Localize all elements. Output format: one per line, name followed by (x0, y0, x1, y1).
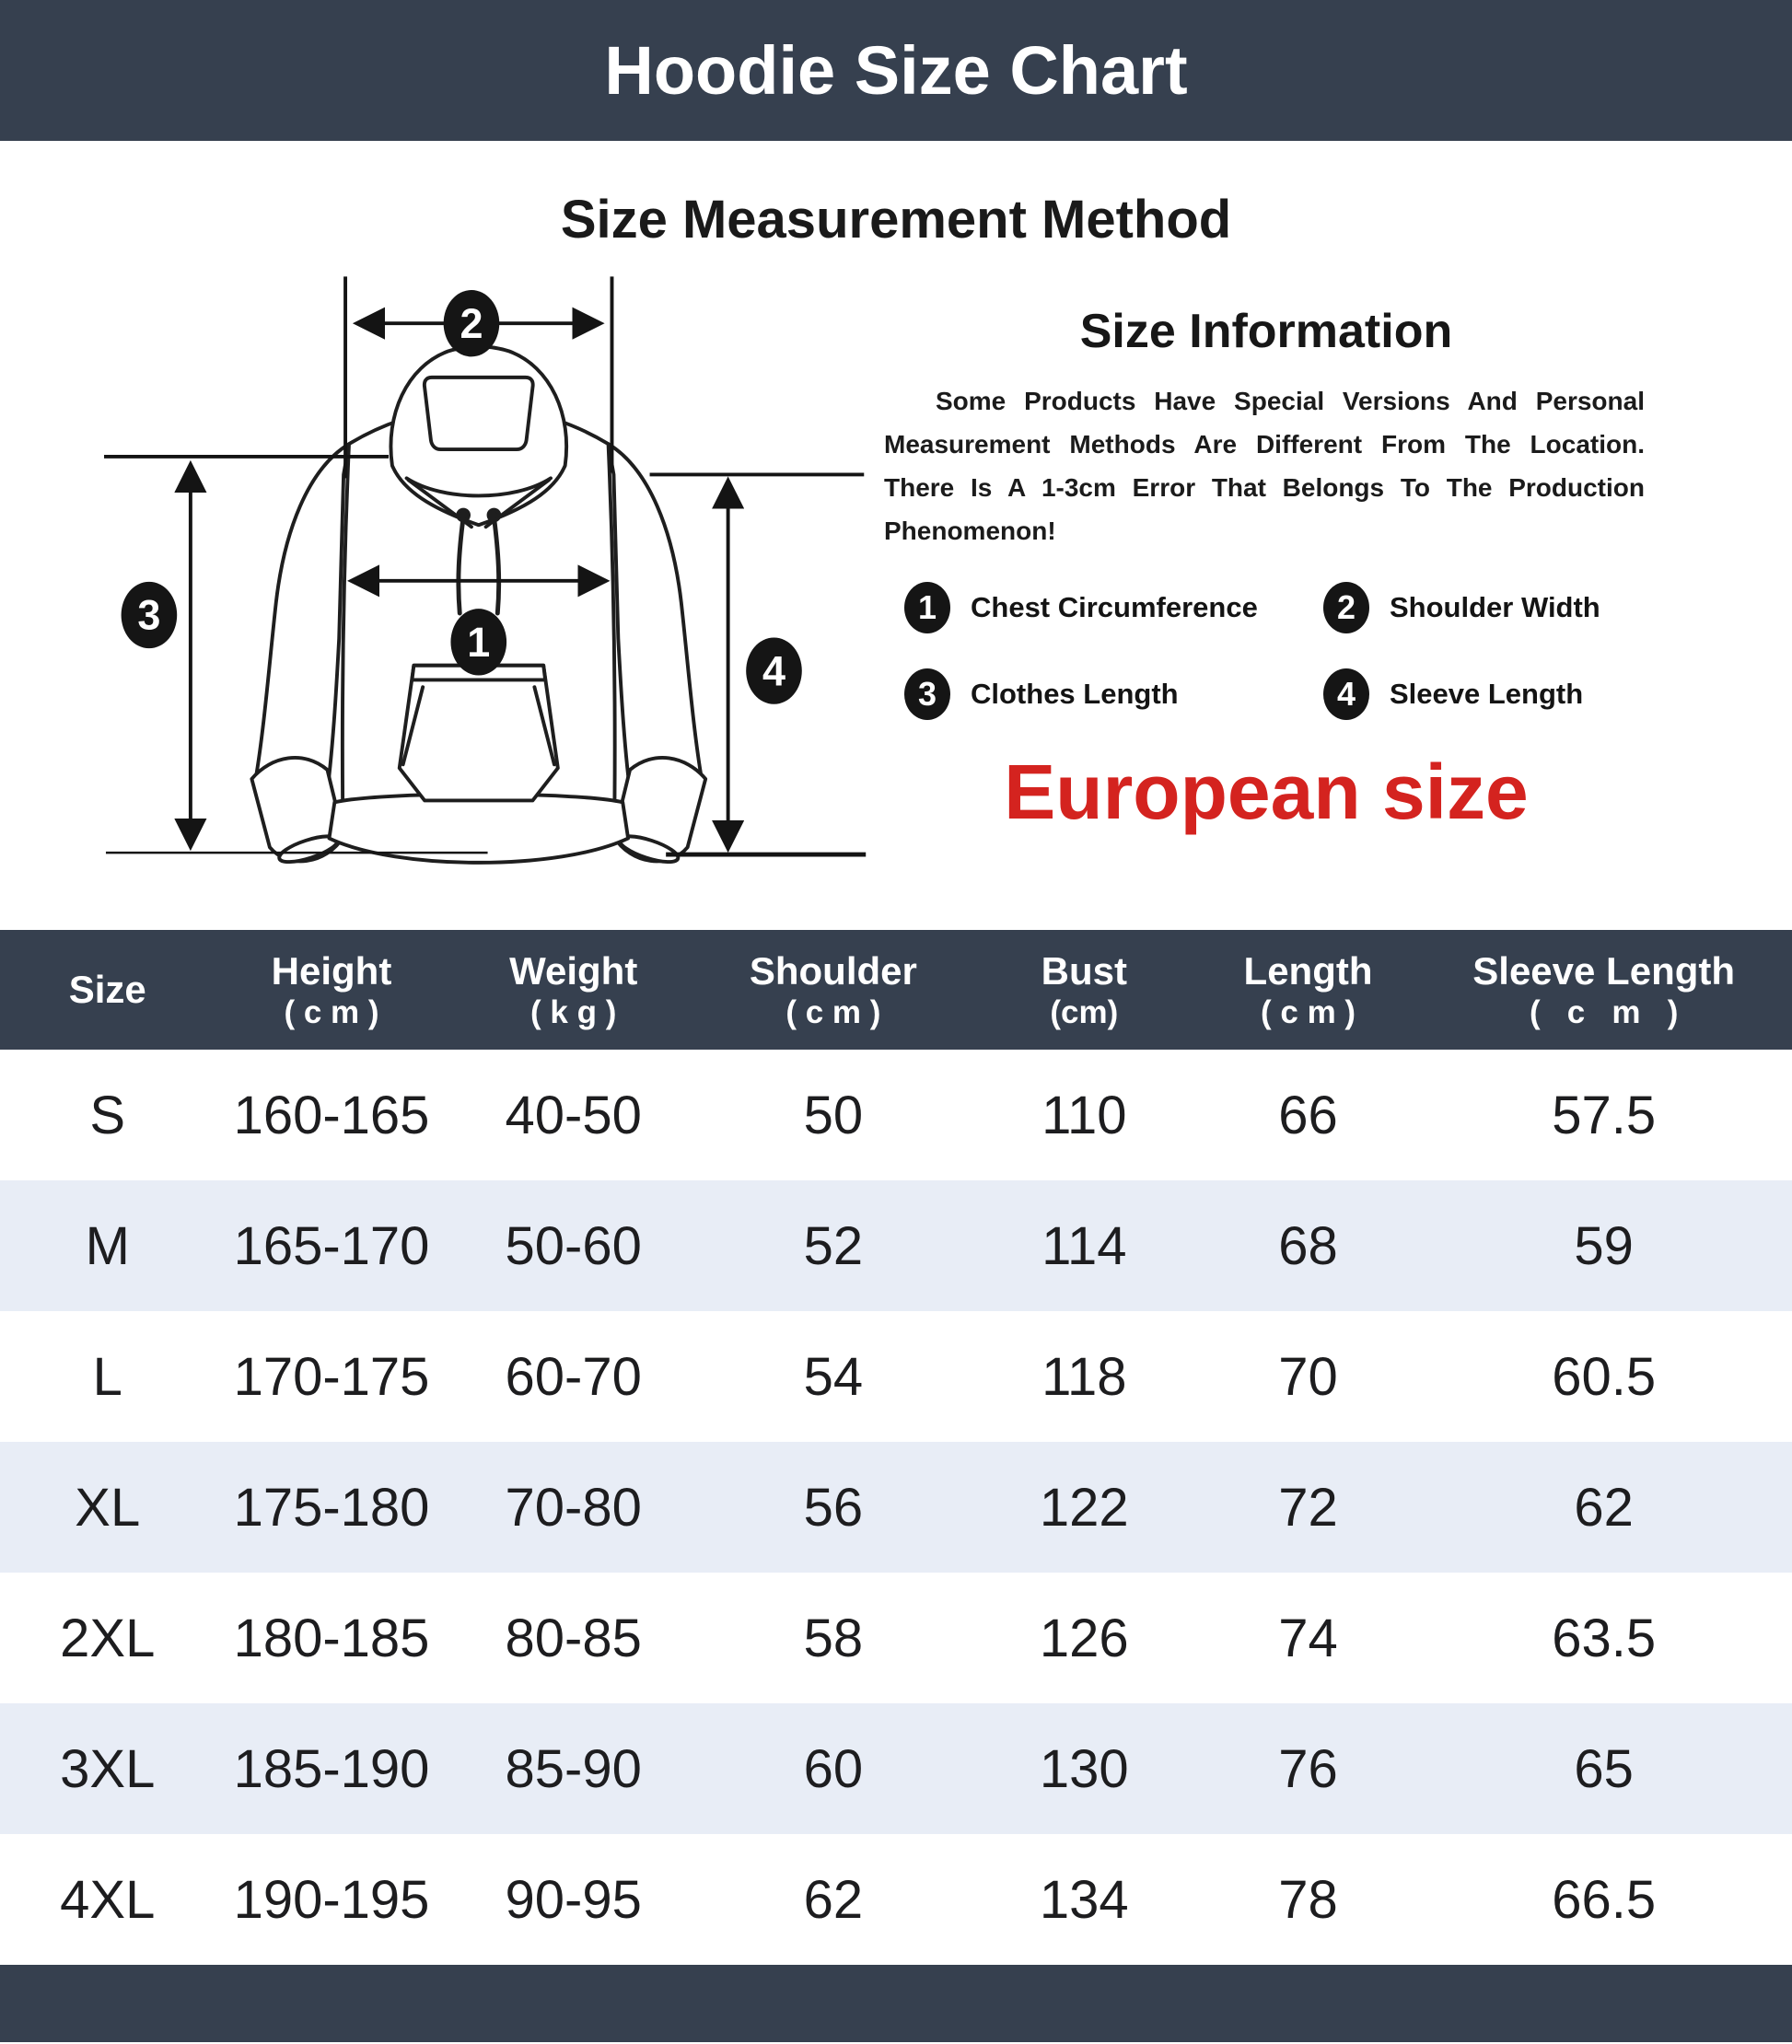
size-measurement-section (0, 189, 1792, 886)
measurement-legend (904, 582, 1658, 720)
sleeve-length-cell: 57.5 (1552, 1085, 1657, 1145)
diagram-marker-3 (122, 582, 178, 648)
size-info-title: Size Information (1079, 305, 1453, 358)
table-row (0, 1573, 1792, 1703)
page-title: Hoodie Size Chart (604, 32, 1188, 109)
size-cell: XL (75, 1477, 141, 1538)
weight-cell: 80-85 (505, 1608, 642, 1668)
height-cell: 170-175 (233, 1346, 430, 1407)
method-title: Size Measurement Method (560, 190, 1232, 250)
col-header-size: Size (0, 930, 215, 1050)
size-cell: 2XL (60, 1608, 156, 1668)
legend-label-shoulder: Shoulder Width (1390, 591, 1600, 624)
col-header-weight: Weight ( k g ) (448, 930, 698, 1050)
length-cell: 66 (1278, 1085, 1338, 1145)
legend-num-2-icon: 2 (1323, 582, 1369, 633)
weight-cell: 85-90 (505, 1738, 642, 1799)
height-cell: 175-180 (233, 1477, 430, 1538)
height-cell: 190-195 (233, 1869, 430, 1930)
svg-text:1: 1 (467, 618, 491, 666)
shoulder-cell: 58 (803, 1608, 864, 1668)
size-cell: M (85, 1215, 130, 1276)
size-information-panel (875, 304, 1658, 836)
weight-cell: 50-60 (505, 1215, 642, 1276)
size-chart-table-body (0, 1050, 1792, 1965)
shoulder-cell: 50 (803, 1085, 864, 1145)
legend-num-4-icon: 4 (1323, 668, 1369, 720)
legend-label-sleeve-length: Sleeve Length (1390, 678, 1584, 711)
length-cell: 74 (1278, 1608, 1338, 1668)
weight-cell: 70-80 (505, 1477, 642, 1538)
weight-cell: 90-95 (505, 1869, 642, 1930)
table-row (0, 1180, 1792, 1311)
bust-cell: 126 (1039, 1608, 1129, 1668)
table-row (0, 1834, 1792, 1965)
bust-cell: 134 (1039, 1869, 1129, 1930)
hoodie-diagram (64, 263, 875, 886)
length-cell: 70 (1278, 1346, 1338, 1407)
table-row (0, 1442, 1792, 1573)
legend-label-clothes-length: Clothes Length (971, 678, 1179, 711)
height-cell: 180-185 (233, 1608, 430, 1668)
bust-cell: 122 (1039, 1477, 1129, 1538)
footer-bar (0, 1965, 1792, 2042)
legend-item-chest (904, 582, 1323, 633)
shoulder-cell: 52 (803, 1215, 864, 1276)
size-chart-table (0, 930, 1792, 1965)
european-size-label: European size (1004, 749, 1529, 836)
size-cell: 4XL (60, 1869, 156, 1930)
length-cell: 72 (1278, 1477, 1338, 1538)
shoulder-cell: 56 (803, 1477, 864, 1538)
weight-cell: 60-70 (505, 1346, 642, 1407)
svg-text:2: 2 (460, 299, 483, 347)
col-header-length: Length ( c m ) (1201, 930, 1416, 1050)
header-banner (0, 0, 1792, 141)
diagram-marker-4 (746, 637, 802, 703)
sleeve-length-cell: 65 (1574, 1738, 1634, 1799)
size-chart-table-header (0, 930, 1792, 1050)
length-cell: 78 (1278, 1869, 1338, 1930)
shoulder-cell: 54 (803, 1346, 864, 1407)
header-row (0, 930, 1792, 1050)
svg-text:4: 4 (762, 647, 785, 695)
weight-cell: 40-50 (505, 1085, 642, 1145)
legend-item-sleeve-length (1323, 668, 1658, 720)
legend-num-3-icon: 3 (904, 668, 950, 720)
size-info-text: Some Products Have Special Versions And Personal Measurement Methods Are Different From The Location. There Is A 1-3cm Error That Belongs To The Production Phenomenon! (884, 387, 1645, 546)
hoodie-diagram-svg (64, 263, 875, 886)
col-header-height: Height ( c m ) (215, 930, 448, 1050)
table-row (0, 1703, 1792, 1834)
height-cell: 185-190 (233, 1738, 430, 1799)
col-header-shoulder: Shoulder ( c m ) (699, 930, 968, 1050)
hoodie-outline (251, 346, 705, 866)
bust-cell: 118 (1041, 1346, 1127, 1407)
height-cell: 160-165 (233, 1085, 430, 1145)
legend-item-clothes-length (904, 668, 1323, 720)
shoulder-cell: 62 (803, 1869, 864, 1930)
sleeve-length-cell: 59 (1574, 1215, 1634, 1276)
size-cell: 3XL (60, 1738, 156, 1799)
bust-cell: 114 (1041, 1215, 1127, 1276)
sleeve-length-cell: 60.5 (1552, 1346, 1657, 1407)
diagram-marker-2 (444, 290, 500, 356)
length-cell: 76 (1278, 1738, 1338, 1799)
height-cell: 165-170 (233, 1215, 430, 1276)
size-cell: L (92, 1346, 122, 1407)
bust-cell: 110 (1041, 1085, 1127, 1145)
table-row (0, 1050, 1792, 1180)
diagram-marker-1 (450, 609, 506, 675)
legend-num-1-icon: 1 (904, 582, 950, 633)
sleeve-length-cell: 66.5 (1552, 1869, 1657, 1930)
shoulder-cell: 60 (803, 1738, 864, 1799)
length-cell: 68 (1278, 1215, 1338, 1276)
col-header-sleeve-length: Sleeve Length ( c m ) (1415, 930, 1792, 1050)
table-row (0, 1311, 1792, 1442)
sleeve-length-cell: 62 (1574, 1477, 1634, 1538)
bust-cell: 130 (1039, 1738, 1129, 1799)
col-header-bust: Bust (cm) (968, 930, 1201, 1050)
legend-label-chest: Chest Circumference (971, 591, 1258, 624)
size-cell: S (89, 1085, 126, 1145)
sleeve-length-cell: 63.5 (1552, 1608, 1657, 1668)
legend-item-shoulder (1323, 582, 1658, 633)
svg-text:3: 3 (137, 591, 161, 639)
